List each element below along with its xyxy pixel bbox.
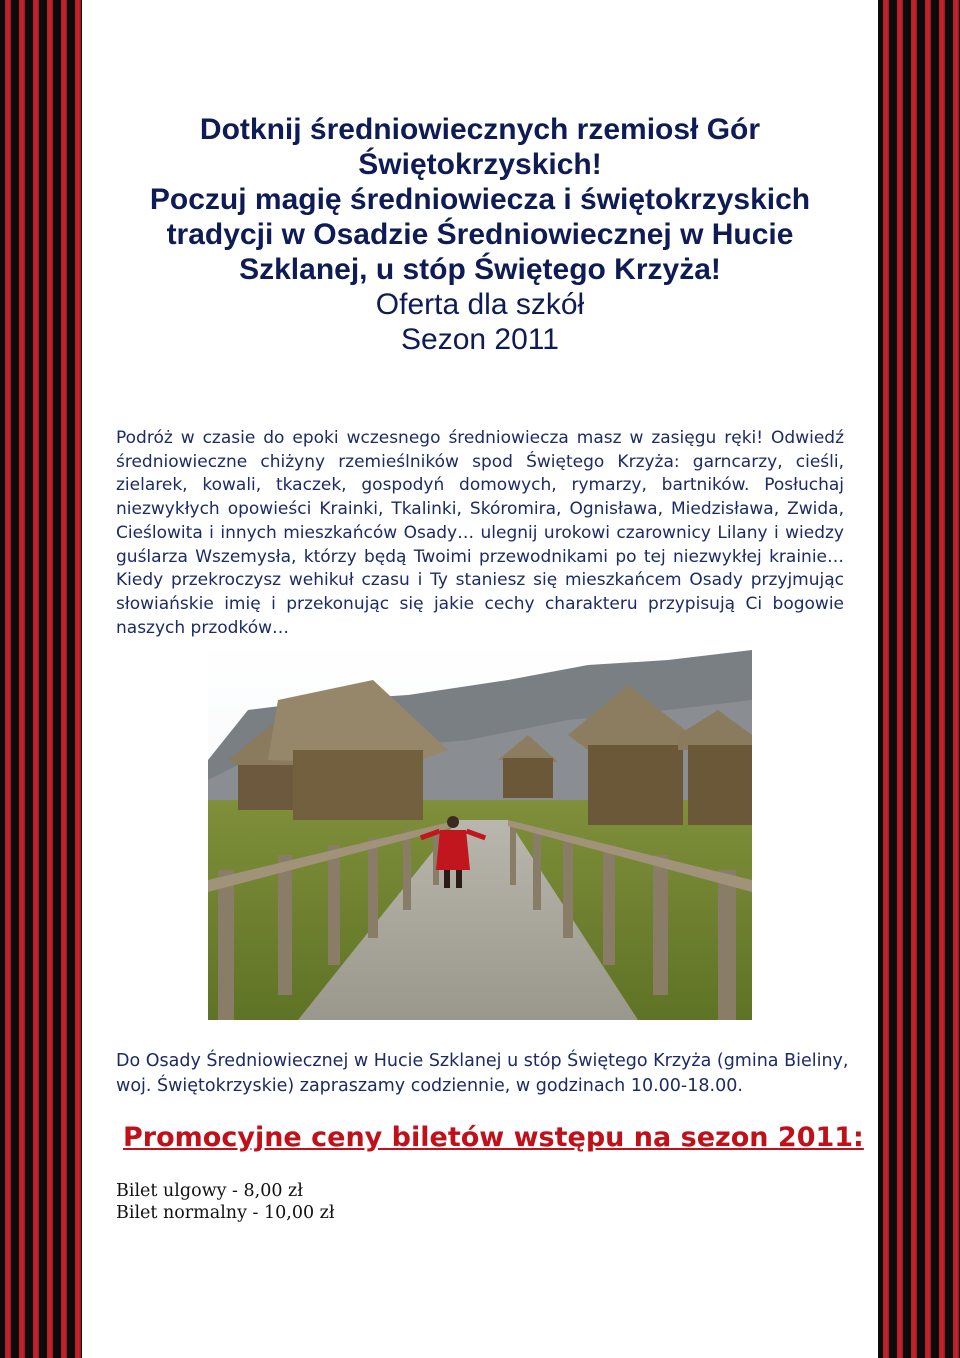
- title-line-4: tradycji w Osadzie Średniowiecznej w Hucie: [166, 218, 794, 251]
- title-line-1: Dotknij średniowiecznych rzemiosł Gór: [199, 113, 761, 146]
- invitation-text: Do Osady Średniowiecznej w Hucie Szklanej u stóp Świętego Krzyża (gmina Bieliny, woj. Świętokrzyskie) zapraszamy codziennie, w godzinach 10.00-18.00.: [116, 1051, 849, 1096]
- title-line-5: Szklanej, u stóp Świętego Krzyża!: [239, 253, 721, 286]
- page-title: [100, 112, 860, 357]
- title-line-3: Poczuj magię średniowiecza i świętokrzyskich: [149, 183, 811, 216]
- title-line-2: Świętokrzyskich!: [358, 148, 602, 181]
- intro-paragraph: Podróż w czasie do epoki wczesnego średniowiecza masz w zasięgu ręki! Odwiedź średniowieczne chiżyny rzemieślników spod Świętego Krzyża: garncarzy, cieśli, zielarek, kowali, tkaczek, gospodyń domowych, rymarzy, bartników. Posłuchaj niezwykłych opowieści Krainki, Tkalinki, Skóromira, Ognisława, Miedzisława, Zwida, Cieślowita i innych mieszkańców Osady… ulegnij urokowi czarownicy Lilany i wiedzy guślarza Wszemysła, którzy będą Twoimi przewodnikami po tej niezwykłej krainie… Kiedy przekroczysz wehikuł czasu i Ty staniesz się mieszkańcem Osady przyjmując słowiańskie imię i przekonując się jakie cechy charakteru przypisują Ci bogowie naszych przodków…: [116, 428, 844, 638]
- promo-heading: Promocyjne ceny biletów wstępu na sezon 2011:: [123, 1122, 864, 1153]
- decorative-border-right: [878, 0, 960, 1358]
- price-normal: Bilet normalny - 10,00 zł: [116, 1203, 335, 1223]
- offer-label: Oferta dla szkół: [375, 288, 585, 321]
- season-label: Sezon 2011: [401, 323, 559, 356]
- village-photo: [208, 640, 752, 1020]
- price-reduced: Bilet ulgowy - 8,00 zł: [116, 1181, 303, 1201]
- ticket-prices: [116, 1180, 335, 1224]
- decorative-border-left: [0, 0, 82, 1358]
